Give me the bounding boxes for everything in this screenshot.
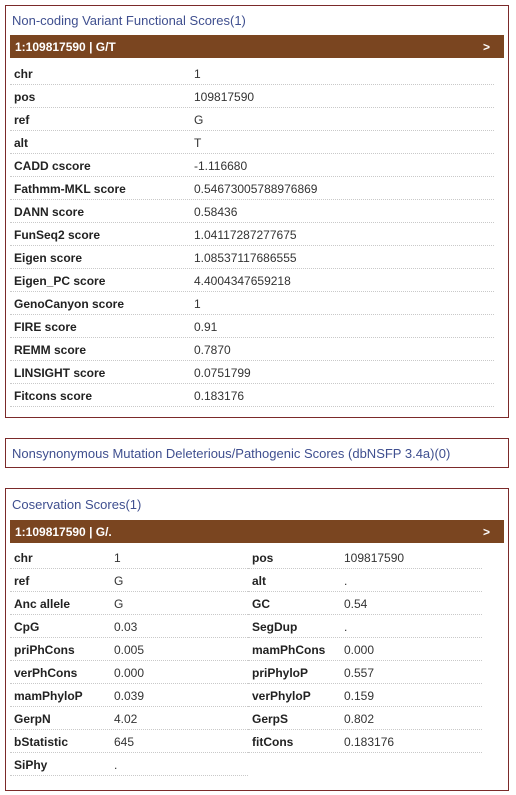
table-row [248, 615, 482, 638]
row-label: Fitcons score [14, 389, 93, 403]
row-label: mamPhCons [252, 643, 326, 657]
row-value: 0.557 [344, 666, 375, 680]
table-row [10, 108, 494, 131]
table-row [248, 638, 482, 661]
row-value: 0.183176 [194, 389, 245, 403]
nonsynonymous-panel [5, 438, 509, 468]
row-value: G [194, 113, 204, 127]
row-label: fitCons [252, 735, 294, 749]
row-label: alt [252, 574, 267, 588]
row-label: ref [14, 113, 30, 127]
noncoding-variant-label: 1:109817590 | G/T [15, 40, 116, 54]
conservation-variant-label: 1:109817590 | G/. [15, 525, 112, 539]
row-value: G [114, 574, 124, 588]
table-row [10, 85, 494, 108]
table-row [10, 200, 494, 223]
table-row [10, 707, 248, 730]
row-label: DANN score [14, 205, 85, 219]
table-row [248, 661, 482, 684]
row-value: 0.159 [344, 689, 375, 703]
table-row [248, 546, 482, 569]
row-value: 0.802 [344, 712, 375, 726]
row-label: REMM score [14, 343, 87, 357]
row-label: FIRE score [14, 320, 77, 334]
table-row [10, 592, 248, 615]
expand-arrow-icon[interactable]: > [482, 40, 490, 54]
row-value: 0.03 [114, 620, 138, 634]
row-label: GC [252, 597, 270, 611]
row-label: LINSIGHT score [14, 366, 106, 380]
row-value: 1.08537117686555 [194, 251, 297, 265]
table-row [10, 62, 494, 85]
row-label: GenoCanyon score [14, 297, 125, 311]
row-value: 1 [194, 67, 201, 81]
table-row [10, 338, 494, 361]
table-row [10, 154, 494, 177]
row-value: 0.183176 [344, 735, 395, 749]
row-value: -1.116680 [194, 159, 248, 173]
conservation-panel [5, 488, 509, 791]
table-row [10, 131, 494, 154]
row-value: G [114, 597, 124, 611]
row-value: 0.91 [194, 320, 218, 334]
row-label: GerpS [252, 712, 289, 726]
row-label: SiPhy [14, 758, 48, 772]
row-value: 4.02 [114, 712, 138, 726]
row-label: CADD cscore [14, 159, 91, 173]
table-row [10, 546, 248, 569]
row-label: GerpN [14, 712, 51, 726]
table-row [10, 753, 248, 776]
row-label: pos [14, 90, 36, 104]
row-value: 1.04117287277675 [194, 228, 297, 242]
table-row [10, 361, 494, 384]
noncoding-variant-bar[interactable] [10, 35, 504, 58]
table-row [10, 384, 494, 407]
row-value: . [344, 620, 348, 634]
row-label: pos [252, 551, 274, 565]
row-label: Anc allele [14, 597, 71, 611]
row-value: 0.000 [114, 666, 145, 680]
conservation-title[interactable]: Coservation Scores(1) [12, 497, 142, 512]
row-value: 109817590 [344, 551, 405, 565]
row-value: T [194, 136, 202, 150]
row-label: Eigen score [14, 251, 83, 265]
row-value: 0.039 [114, 689, 145, 703]
row-value: . [344, 574, 348, 588]
row-value: 0.000 [344, 643, 375, 657]
row-value: 1 [114, 551, 121, 565]
row-value: 109817590 [194, 90, 255, 104]
table-row [10, 177, 494, 200]
table-row [10, 269, 494, 292]
row-value: 1 [194, 297, 201, 311]
conservation-variant-bar[interactable] [10, 520, 504, 543]
row-label: Eigen_PC score [14, 274, 106, 288]
table-row [10, 638, 248, 661]
table-row [10, 246, 494, 269]
row-label: alt [14, 136, 29, 150]
row-label: verPhyloP [252, 689, 311, 703]
table-row [248, 684, 482, 707]
row-value: 0.54673005788976869 [194, 182, 318, 196]
row-value: 0.7870 [194, 343, 231, 357]
row-label: Fathmm-MKL score [14, 182, 126, 196]
row-label: priPhyloP [252, 666, 309, 680]
table-row [10, 569, 248, 592]
row-label: ref [14, 574, 30, 588]
table-row [10, 661, 248, 684]
row-label: priPhCons [14, 643, 75, 657]
table-row [10, 730, 248, 753]
row-value: . [114, 758, 118, 772]
table-row [248, 730, 482, 753]
table-row [10, 223, 494, 246]
row-value: 0.54 [344, 597, 368, 611]
row-label: CpG [14, 620, 40, 634]
row-value: 0.58436 [194, 205, 238, 219]
row-label: verPhCons [14, 666, 78, 680]
row-value: 4.4004347659218 [194, 274, 291, 288]
table-row [248, 569, 482, 592]
row-value: 0.0751799 [194, 366, 251, 380]
row-label: FunSeq2 score [14, 228, 101, 242]
row-value: 0.005 [114, 643, 145, 657]
row-label: chr [14, 67, 33, 81]
nonsynonymous-title[interactable]: Nonsynonymous Mutation Deleterious/Pathogenic Scores (dbNSFP 3.4a)(0) [12, 446, 451, 461]
noncoding-panel [5, 5, 509, 418]
table-row [10, 292, 494, 315]
table-row [248, 707, 482, 730]
table-row [10, 315, 494, 338]
expand-arrow-icon[interactable]: > [482, 525, 490, 539]
table-row [248, 592, 482, 615]
table-row [10, 615, 248, 638]
row-value: 645 [114, 735, 135, 749]
table-row [10, 684, 248, 707]
noncoding-title[interactable]: Non-coding Variant Functional Scores(1) [12, 13, 246, 28]
row-label: mamPhyloP [14, 689, 83, 703]
row-label: bStatistic [14, 735, 69, 749]
row-label: SegDup [252, 620, 298, 634]
row-label: chr [14, 551, 33, 565]
